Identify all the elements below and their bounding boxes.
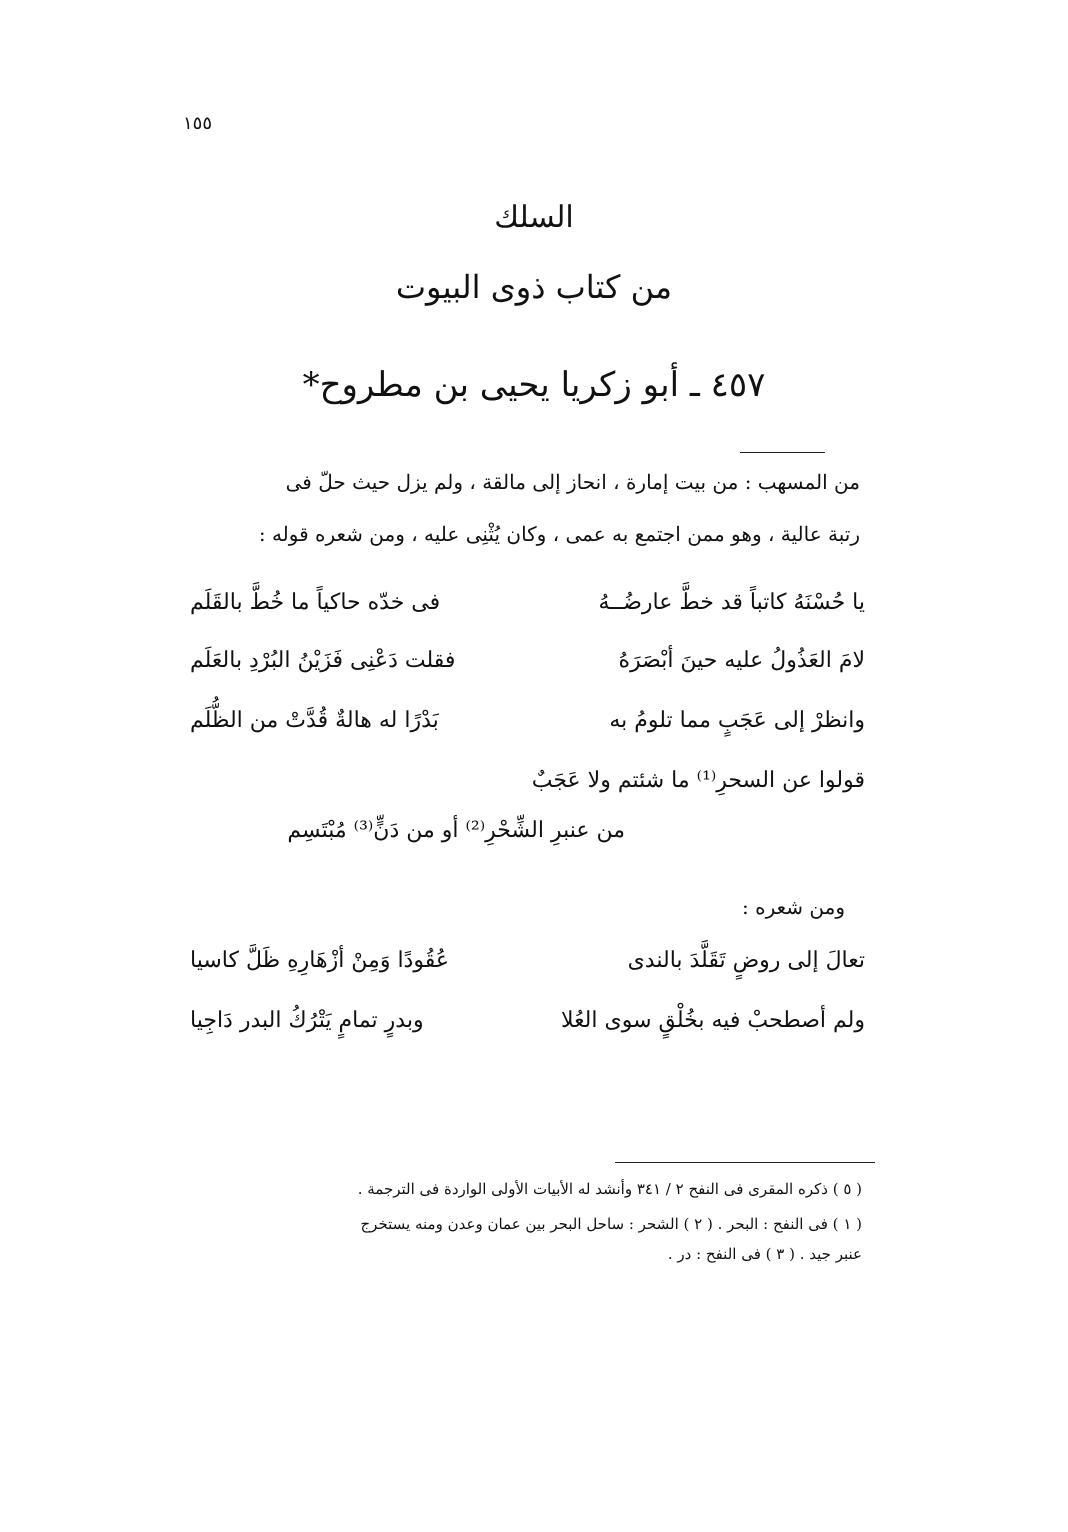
verse-hemistich-right: لامَ العَذُولُ عليه حينَ أبْصَرَهُ bbox=[618, 648, 865, 673]
page-number: ١٥٥ bbox=[183, 113, 213, 134]
intro-line: من المسهب : من بيت إمارة ، انحاز إلى مالقة ، ولم يزل حيث حلّ فى bbox=[285, 470, 860, 494]
intro-line: رتبة عالية ، وهو ممن اجتمع به عمى ، وكان يُثْنِى عليه ، ومن شعره قوله : bbox=[258, 522, 860, 546]
section-subtitle: من كتاب ذوى البيوت bbox=[395, 268, 673, 306]
verse-hemistich-left: وبدرٍ تمامٍ يَتْرُكُ البدر دَاجِيا bbox=[190, 1008, 424, 1033]
verse-hemistich-right: وانظرْ إلى عَجَبٍ مما تلومُ به bbox=[609, 708, 865, 733]
verse-text: من عنبرِ الشِّحْرِ⁽²⁾ أو من دَنٍّ⁽³⁾ مُبْتَسِم bbox=[287, 818, 625, 843]
footnote: عنبر جيد . ( ٣ ) فى النفح : در . bbox=[667, 1245, 862, 1263]
verse-hemistich-left: فقلت دَعْنِى فَزَيْنُ البُرْدِ بالعَلَم bbox=[190, 648, 456, 673]
verse-hemistich-left: عُقُودًا وَمِنْ أزْهَارِهِ ظَلَّ كاسيا bbox=[190, 948, 449, 973]
header-rule bbox=[740, 452, 825, 453]
footnote: ( ٥ ) ذكره المقرى فى النفح ٢ / ٣٤١ وأنشد له الأبيات الأولى الواردة فى الترجمة . bbox=[357, 1180, 862, 1198]
verse-hemistich-right: تعالَ إلى روضٍ تَقَلَّدَ بالندى bbox=[627, 948, 865, 973]
verse-hemistich-left: بَدْرًا له هالةٌ قُدَّتْ من الظُّلَم bbox=[190, 708, 439, 733]
entry-title: ٤٥٧ ـ أبو زكريا يحيى بن مطروح* bbox=[302, 365, 766, 405]
verse-text: قولوا عن السحرِ⁽¹⁾ ما شئتم ولا عَجَبٌ bbox=[531, 768, 865, 793]
verse-hemistich-right: يا حُسْنَهُ كاتباً قد خطَّ عارضُــهُ bbox=[598, 590, 865, 615]
footnote: ( ١ ) فى النفح : البحر . ( ٢ ) الشحر : ساحل البحر بين عمان وعدن ومنه يستخرج bbox=[360, 1215, 862, 1233]
verse-hemistich-left: فى خدّه حاكياً ما خُطَّ بالقَلَم bbox=[190, 590, 441, 615]
section-title: السلك bbox=[494, 200, 574, 235]
verse-hemistich-right: ولم أصطحبْ فيه بخُلْقٍ سوى العُلا bbox=[560, 1008, 865, 1033]
intro-line: ومن شعره : bbox=[742, 895, 845, 919]
footnote-rule bbox=[615, 1162, 875, 1163]
